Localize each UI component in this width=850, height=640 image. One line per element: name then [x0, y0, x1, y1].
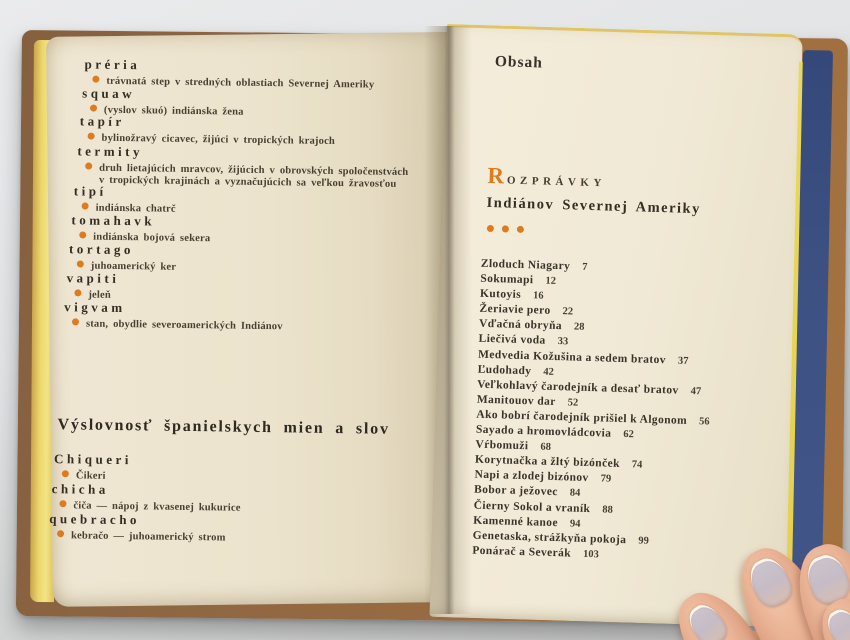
bullet-icon: [85, 163, 92, 170]
glossary-term: préria: [84, 56, 141, 73]
toc-item-page: 103: [582, 548, 599, 561]
bullet-icon: [62, 470, 69, 477]
glossary-definition: jeleň: [88, 289, 112, 301]
toc-item-page: 52: [567, 397, 579, 409]
toc-item-title: Kutoyis: [479, 287, 522, 302]
pronunciation-term: chicha: [51, 481, 109, 497]
toc-item-title: Čierny Sokol a vraník: [473, 499, 591, 515]
pronunciation-definition: čiča — nápoj z kvasenej kukurice: [73, 500, 241, 514]
glossary-definition: (vyslov skuó) indiánska žena: [103, 104, 244, 118]
section-title-caps: OZPRÁVKY: [506, 174, 607, 190]
bullet-icon: [74, 289, 81, 296]
toc-item-page: 62: [623, 429, 635, 441]
pronunciation-entry: [54, 451, 132, 482]
section-title-line2: Indiánov Severnej Ameriky: [486, 194, 702, 218]
toc-item-title: Ako bobrí čarodejník prišiel k Algonom: [476, 408, 688, 427]
pronunciation-term: quebracho: [49, 511, 141, 528]
table-of-contents: [472, 254, 791, 565]
toc-item-title: Bobor a ježovec: [473, 484, 558, 499]
glossary-term: tortago: [68, 241, 135, 258]
glossary-entry: [71, 212, 211, 244]
glossary-entry: [66, 270, 119, 301]
toc-item-title: Sayado a hromovládcovia: [475, 423, 612, 440]
glossary-entry: [64, 299, 283, 332]
drop-cap-initial: R: [487, 162, 505, 189]
toc-item-title: Sokumapi: [480, 272, 534, 287]
toc-item-page: 28: [573, 321, 585, 334]
fingernail: [744, 553, 798, 613]
glossary-term: vigvam: [64, 299, 126, 316]
toc-item-page: 37: [677, 355, 689, 367]
toc-item-page: 7: [582, 261, 588, 273]
glossary-entry: [74, 183, 177, 214]
toc-item-title: Kamenné kanoe: [473, 514, 559, 529]
toc-item-title: Napi a zlodej bizónov: [474, 468, 589, 485]
left-page-content: [42, 36, 450, 617]
toc-item-title: Vŕbomuži: [475, 438, 529, 453]
toc-item-title: Vďačná obryňa: [478, 318, 563, 333]
bullet-icon: [59, 500, 66, 507]
bullet-icon: [82, 202, 89, 209]
bullet-icon: [79, 231, 86, 238]
bullet-icon: [90, 105, 97, 112]
bullet-icon: [88, 133, 95, 140]
toc-item-title: Manitouov dar: [476, 393, 556, 408]
toc-item-title: Ponárač a Severák: [472, 544, 572, 560]
glossary-term: termity: [77, 143, 144, 160]
glossary-term: squaw: [82, 85, 136, 102]
glossary-definition: druh lietajúcich mravcov, žijúcich v obrovských spoločenstvách: [99, 162, 409, 179]
pronunciation-term: Chiqueri: [53, 451, 133, 468]
three-dots-ornament-icon: [487, 225, 524, 233]
fingernail: [822, 604, 850, 640]
glossary-definition: stan, obydlie severoamerických Indiánov: [85, 318, 283, 333]
toc-item-title: Veľkohlavý čarodejník a desať bratov: [477, 378, 679, 397]
glossary-definition: trávnatá step v stredných oblastiach Severnej Ameriky: [106, 75, 375, 91]
glossary-definition: juhoamerický ker: [90, 260, 177, 273]
toc-item-page: 99: [638, 535, 649, 547]
toc-item-page: 47: [690, 385, 702, 398]
right-page-content: [442, 22, 820, 632]
pronunciation-definition: kebračo — juhoamerický strom: [70, 530, 226, 544]
bullet-icon: [92, 76, 99, 83]
bullet-icon: [57, 530, 64, 537]
glossary-entry: [77, 143, 409, 190]
contents-header: Obsah: [494, 53, 544, 72]
toc-item-page: 74: [631, 459, 643, 471]
toc-item-title: Žeriavie pero: [479, 302, 551, 318]
glossary-definition: indiánska chatrč: [95, 202, 176, 215]
toc-item-title: Genetaska, strážkyňa pokoja: [472, 529, 627, 546]
glossary-term: tomahavk: [71, 212, 156, 229]
toc-item-page: 94: [569, 518, 581, 530]
glossary-definition: indiánska bojová sekera: [93, 231, 211, 245]
toc-item-page: 12: [545, 275, 557, 288]
toc-item-page: 88: [602, 503, 613, 516]
bullet-icon: [77, 260, 84, 267]
glossary-entry: [69, 241, 177, 272]
pronunciation-definition: Čikeri: [75, 470, 106, 482]
toc-item-page: 42: [543, 366, 555, 378]
toc-item-title: Zloduch Niagary: [480, 257, 571, 273]
toc-item-page: 56: [698, 416, 710, 428]
toc-item-title: Liečivá voda: [478, 333, 546, 348]
toc-item-page: 33: [557, 336, 569, 348]
toc-item-title: Korytnačka a žltý bizónček: [474, 453, 621, 471]
pronunciation-entry: [51, 481, 241, 514]
fingernail: [683, 599, 733, 640]
book-section-title: [487, 163, 606, 193]
toc-item-page: 79: [600, 473, 612, 485]
glossary-definition: bylinožravý cicavec, žijúci v tropických krajoch: [101, 132, 336, 147]
glossary-definition-line2: v tropických krajinách a vyznačujúcich sa veľkou žravosťou: [98, 174, 397, 190]
glossary-term: tapír: [79, 113, 125, 130]
toc-item-title: Ľudohady: [477, 363, 532, 377]
toc-item-page: 68: [540, 441, 552, 454]
pronunciation-entry: [49, 511, 226, 543]
toc-item-page: 16: [532, 290, 544, 302]
glossary-term: tipí: [73, 183, 107, 199]
glossary-entry: [80, 113, 336, 147]
toc-item-page: 22: [562, 306, 574, 318]
glossary-term: vapiti: [66, 270, 120, 286]
bullet-icon: [72, 318, 79, 325]
section-heading: Výslovnosť španielskych mien a slov: [57, 416, 390, 438]
toc-item-title: Medvedia Kožušina a sedem bratov: [477, 348, 667, 366]
toc-item-page: 84: [569, 487, 581, 500]
